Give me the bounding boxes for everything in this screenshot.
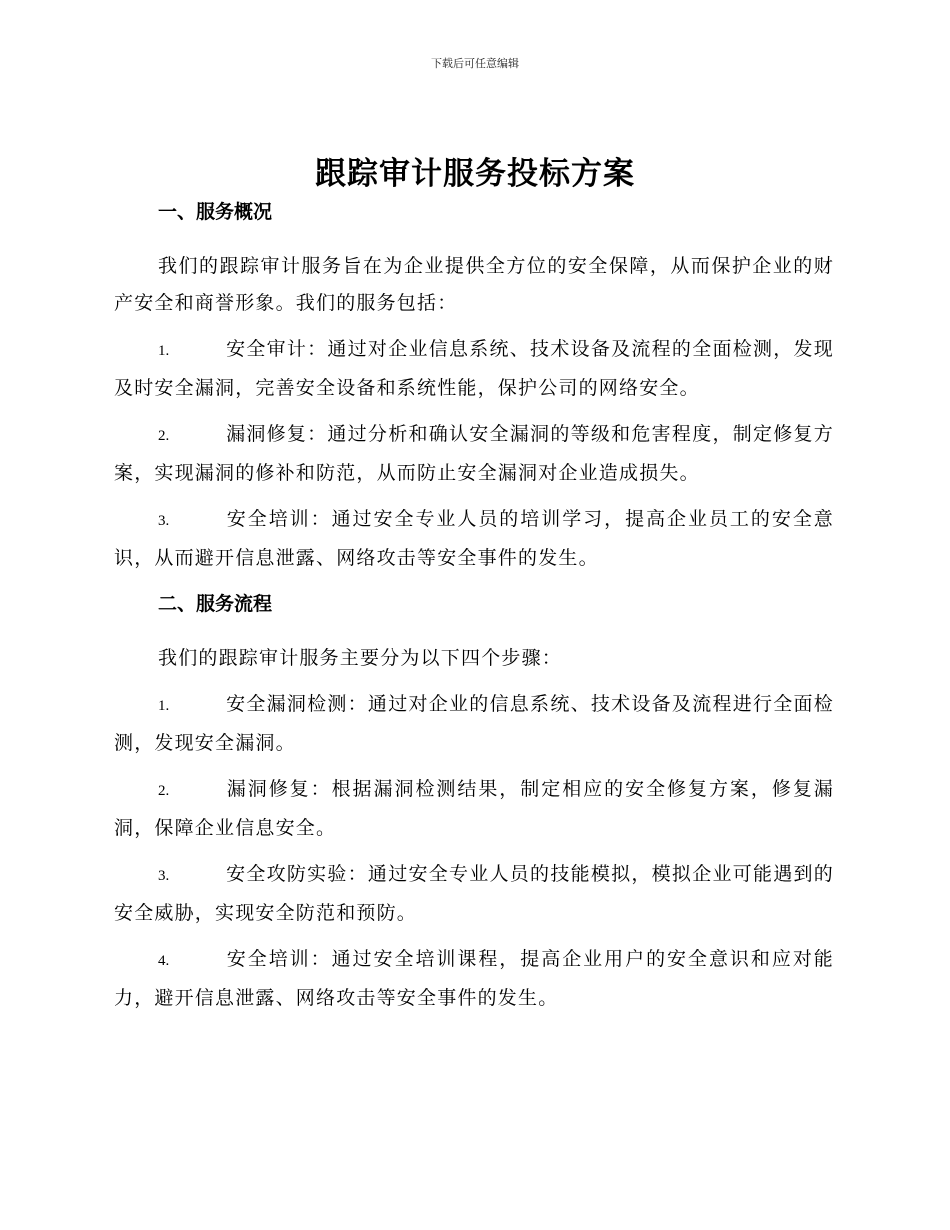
list-item-text: 安全审计：通过对企业信息系统、技术设备及流程的全面检测，发现及时安全漏洞，完善安全设备和系统性能，保护公司的网络安全。 [114,338,834,399]
document-body [114,198,834,1026]
section-heading: 二、服务流程 [158,593,273,615]
page-title: 跟踪审计服务投标方案 [315,156,635,192]
section-intro: 我们的跟踪审计服务主要分为以下四个步骤： [158,647,563,669]
list-item-text: 安全攻防实验：通过安全专业人员的技能模拟，模拟企业可能遇到的安全威胁，实现安全防范和预防。 [114,863,834,924]
list-item [114,941,834,1017]
list-item [114,416,834,492]
section-heading: 一、服务概况 [158,201,273,223]
header-note: 下载后可任意编辑 [431,57,519,70]
section-intro: 我们的跟踪审计服务旨在为企业提供全方位的安全保障，从而保护企业的财产安全和商誉形象。我们的服务包括： [114,255,834,314]
list-item [114,856,834,932]
list-item-number: 3. [158,868,170,884]
list-item [114,501,834,577]
list-item [114,331,834,407]
list-item-number: 3. [158,513,170,529]
list-item [114,686,834,762]
list-item-number: 1. [158,343,170,359]
list-item-text: 安全漏洞检测：通过对企业的信息系统、技术设备及流程进行全面检测，发现安全漏洞。 [114,693,834,754]
list-item-text: 安全培训：通过安全培训课程，提高企业用户的安全意识和应对能力，避开信息泄露、网络攻击等安全事件的发生。 [114,948,834,1009]
list-item-number: 2. [158,428,170,444]
list-item-text: 漏洞修复：根据漏洞检测结果，制定相应的安全修复方案，修复漏洞，保障企业信息安全。 [114,778,834,839]
section-process [114,590,834,1017]
list-item-number: 1. [158,698,170,714]
list-item-text: 漏洞修复：通过分析和确认安全漏洞的等级和危害程度，制定修复方案，实现漏洞的修补和防范，从而防止安全漏洞对企业造成损失。 [114,423,834,484]
list-item [114,771,834,847]
section-overview [114,198,834,577]
list-item-number: 4. [158,953,170,969]
list-item-number: 2. [158,783,170,799]
list-item-text: 安全培训：通过安全专业人员的培训学习，提高企业员工的安全意识，从而避开信息泄露、网络攻击等安全事件的发生。 [114,508,834,569]
